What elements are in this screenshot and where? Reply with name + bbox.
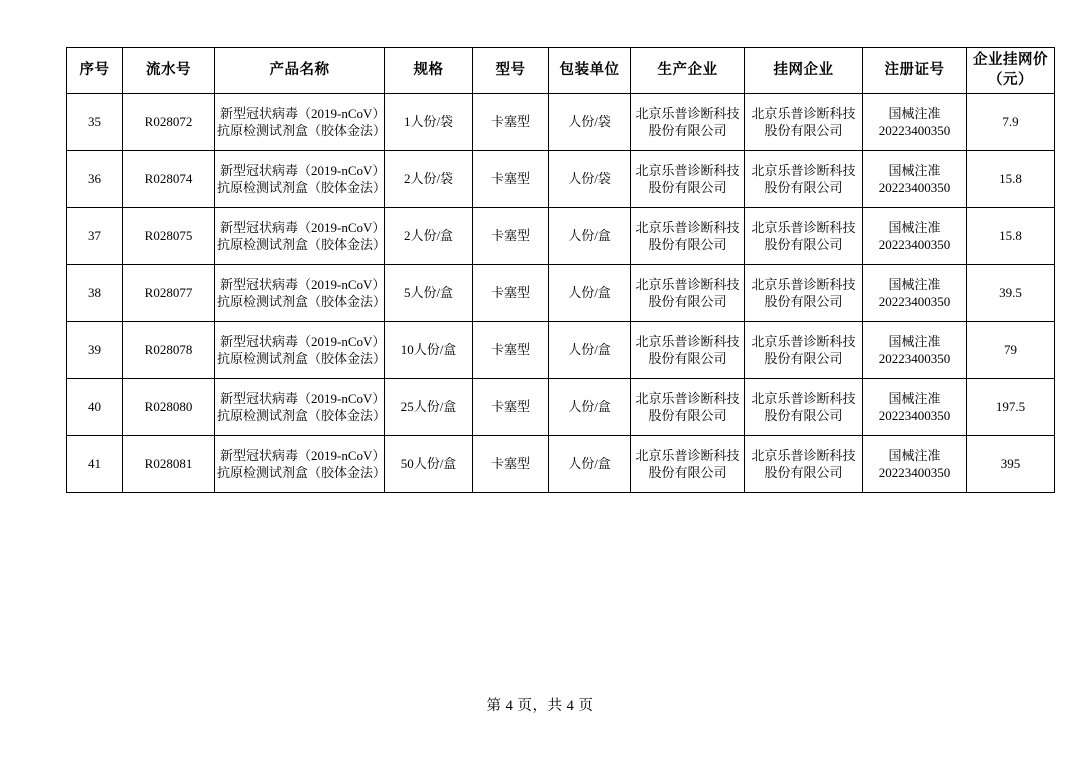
cell-price: 7.9 (967, 94, 1055, 151)
cell-product-name: 新型冠状病毒（2019-nCoV）抗原检测试剂盒（胶体金法） (215, 151, 385, 208)
cell-serial: R028078 (123, 322, 215, 379)
cell-pack-unit: 人份/盒 (549, 265, 631, 322)
cell-index: 40 (67, 379, 123, 436)
cell-serial: R028074 (123, 151, 215, 208)
cell-price: 15.8 (967, 208, 1055, 265)
registration-code: 20223400350 (878, 123, 951, 139)
column-header-serial: 流水号 (123, 48, 215, 94)
cell-index: 38 (67, 265, 123, 322)
registration-code: 20223400350 (878, 408, 951, 424)
cell-serial: R028072 (123, 94, 215, 151)
registration-code: 20223400350 (878, 465, 951, 481)
cell-spec: 10人份/盒 (385, 322, 473, 379)
table-row (67, 208, 1055, 265)
table-row (67, 436, 1055, 493)
cell-registration-number (863, 379, 967, 436)
cell-model: 卡塞型 (473, 379, 549, 436)
cell-spec: 5人份/盒 (385, 265, 473, 322)
cell-spec: 1人份/袋 (385, 94, 473, 151)
cell-manufacturer: 北京乐普诊断科技股份有限公司 (631, 322, 745, 379)
cell-serial: R028081 (123, 436, 215, 493)
table-row (67, 151, 1055, 208)
cell-pack-unit: 人份/袋 (549, 151, 631, 208)
price-table-container (66, 47, 1048, 493)
table-header-row (67, 48, 1055, 94)
cell-registration-number (863, 436, 967, 493)
table-row (67, 265, 1055, 322)
cell-listing-company: 北京乐普诊断科技股份有限公司 (745, 379, 863, 436)
cell-product-name: 新型冠状病毒（2019-nCoV）抗原检测试剂盒（胶体金法） (215, 379, 385, 436)
cell-price: 39.5 (967, 265, 1055, 322)
cell-pack-unit: 人份/盒 (549, 322, 631, 379)
cell-manufacturer: 北京乐普诊断科技股份有限公司 (631, 151, 745, 208)
cell-index: 41 (67, 436, 123, 493)
cell-index: 36 (67, 151, 123, 208)
cell-serial: R028080 (123, 379, 215, 436)
cell-price: 197.5 (967, 379, 1055, 436)
cell-listing-company: 北京乐普诊断科技股份有限公司 (745, 208, 863, 265)
cell-product-name: 新型冠状病毒（2019-nCoV）抗原检测试剂盒（胶体金法） (215, 94, 385, 151)
column-header-listing-company: 挂网企业 (745, 48, 863, 94)
cell-spec: 50人份/盒 (385, 436, 473, 493)
cell-pack-unit: 人份/袋 (549, 94, 631, 151)
column-header-model: 型号 (473, 48, 549, 94)
cell-manufacturer: 北京乐普诊断科技股份有限公司 (631, 94, 745, 151)
column-header-registration-number: 注册证号 (863, 48, 967, 94)
registration-prefix: 国械注准 (888, 447, 941, 463)
column-header-manufacturer: 生产企业 (631, 48, 745, 94)
cell-product-name: 新型冠状病毒（2019-nCoV）抗原检测试剂盒（胶体金法） (215, 208, 385, 265)
cell-spec: 2人份/盒 (385, 208, 473, 265)
table-row (67, 94, 1055, 151)
cell-manufacturer: 北京乐普诊断科技股份有限公司 (631, 379, 745, 436)
cell-registration-number (863, 151, 967, 208)
registration-prefix: 国械注准 (888, 105, 941, 121)
cell-serial: R028075 (123, 208, 215, 265)
cell-registration-number (863, 94, 967, 151)
column-header-spec: 规格 (385, 48, 473, 94)
cell-product-name: 新型冠状病毒（2019-nCoV）抗原检测试剂盒（胶体金法） (215, 436, 385, 493)
cell-listing-company: 北京乐普诊断科技股份有限公司 (745, 322, 863, 379)
cell-index: 39 (67, 322, 123, 379)
cell-serial: R028077 (123, 265, 215, 322)
column-header-price-line1: 企业挂网价 (973, 52, 1048, 68)
cell-manufacturer: 北京乐普诊断科技股份有限公司 (631, 208, 745, 265)
table-body (67, 94, 1055, 493)
cell-listing-company: 北京乐普诊断科技股份有限公司 (745, 265, 863, 322)
cell-listing-company: 北京乐普诊断科技股份有限公司 (745, 151, 863, 208)
cell-model: 卡塞型 (473, 151, 549, 208)
cell-model: 卡塞型 (473, 265, 549, 322)
cell-model: 卡塞型 (473, 322, 549, 379)
cell-price: 79 (967, 322, 1055, 379)
registration-prefix: 国械注准 (888, 333, 941, 349)
cell-price: 395 (967, 436, 1055, 493)
cell-price: 15.8 (967, 151, 1055, 208)
page-footer: 第 4 页，共 4 页 (486, 698, 594, 714)
column-header-index: 序号 (67, 48, 123, 94)
cell-model: 卡塞型 (473, 94, 549, 151)
cell-listing-company: 北京乐普诊断科技股份有限公司 (745, 94, 863, 151)
cell-registration-number (863, 322, 967, 379)
registration-prefix: 国械注准 (888, 162, 941, 178)
cell-pack-unit: 人份/盒 (549, 379, 631, 436)
cell-pack-unit: 人份/盒 (549, 436, 631, 493)
cell-manufacturer: 北京乐普诊断科技股份有限公司 (631, 436, 745, 493)
registration-prefix: 国械注准 (888, 219, 941, 235)
registration-code: 20223400350 (878, 294, 951, 310)
cell-manufacturer: 北京乐普诊断科技股份有限公司 (631, 265, 745, 322)
cell-product-name: 新型冠状病毒（2019-nCoV）抗原检测试剂盒（胶体金法） (215, 322, 385, 379)
table-row (67, 379, 1055, 436)
table-header (67, 48, 1055, 94)
cell-index: 37 (67, 208, 123, 265)
price-table (66, 47, 1055, 493)
registration-code: 20223400350 (878, 180, 951, 196)
registration-code: 20223400350 (878, 351, 951, 367)
cell-spec: 2人份/袋 (385, 151, 473, 208)
column-header-pack-unit: 包装单位 (549, 48, 631, 94)
registration-prefix: 国械注准 (888, 390, 941, 406)
cell-model: 卡塞型 (473, 436, 549, 493)
table-row (67, 322, 1055, 379)
cell-listing-company: 北京乐普诊断科技股份有限公司 (745, 436, 863, 493)
cell-registration-number (863, 208, 967, 265)
registration-code: 20223400350 (878, 237, 951, 253)
cell-product-name: 新型冠状病毒（2019-nCoV）抗原检测试剂盒（胶体金法） (215, 265, 385, 322)
cell-registration-number (863, 265, 967, 322)
registration-prefix: 国械注准 (888, 276, 941, 292)
cell-pack-unit: 人份/盒 (549, 208, 631, 265)
column-header-product: 产品名称 (215, 48, 385, 94)
cell-spec: 25人份/盒 (385, 379, 473, 436)
cell-model: 卡塞型 (473, 208, 549, 265)
column-header-price (967, 48, 1055, 94)
cell-index: 35 (67, 94, 123, 151)
column-header-price-line2: （元） (988, 71, 1033, 88)
